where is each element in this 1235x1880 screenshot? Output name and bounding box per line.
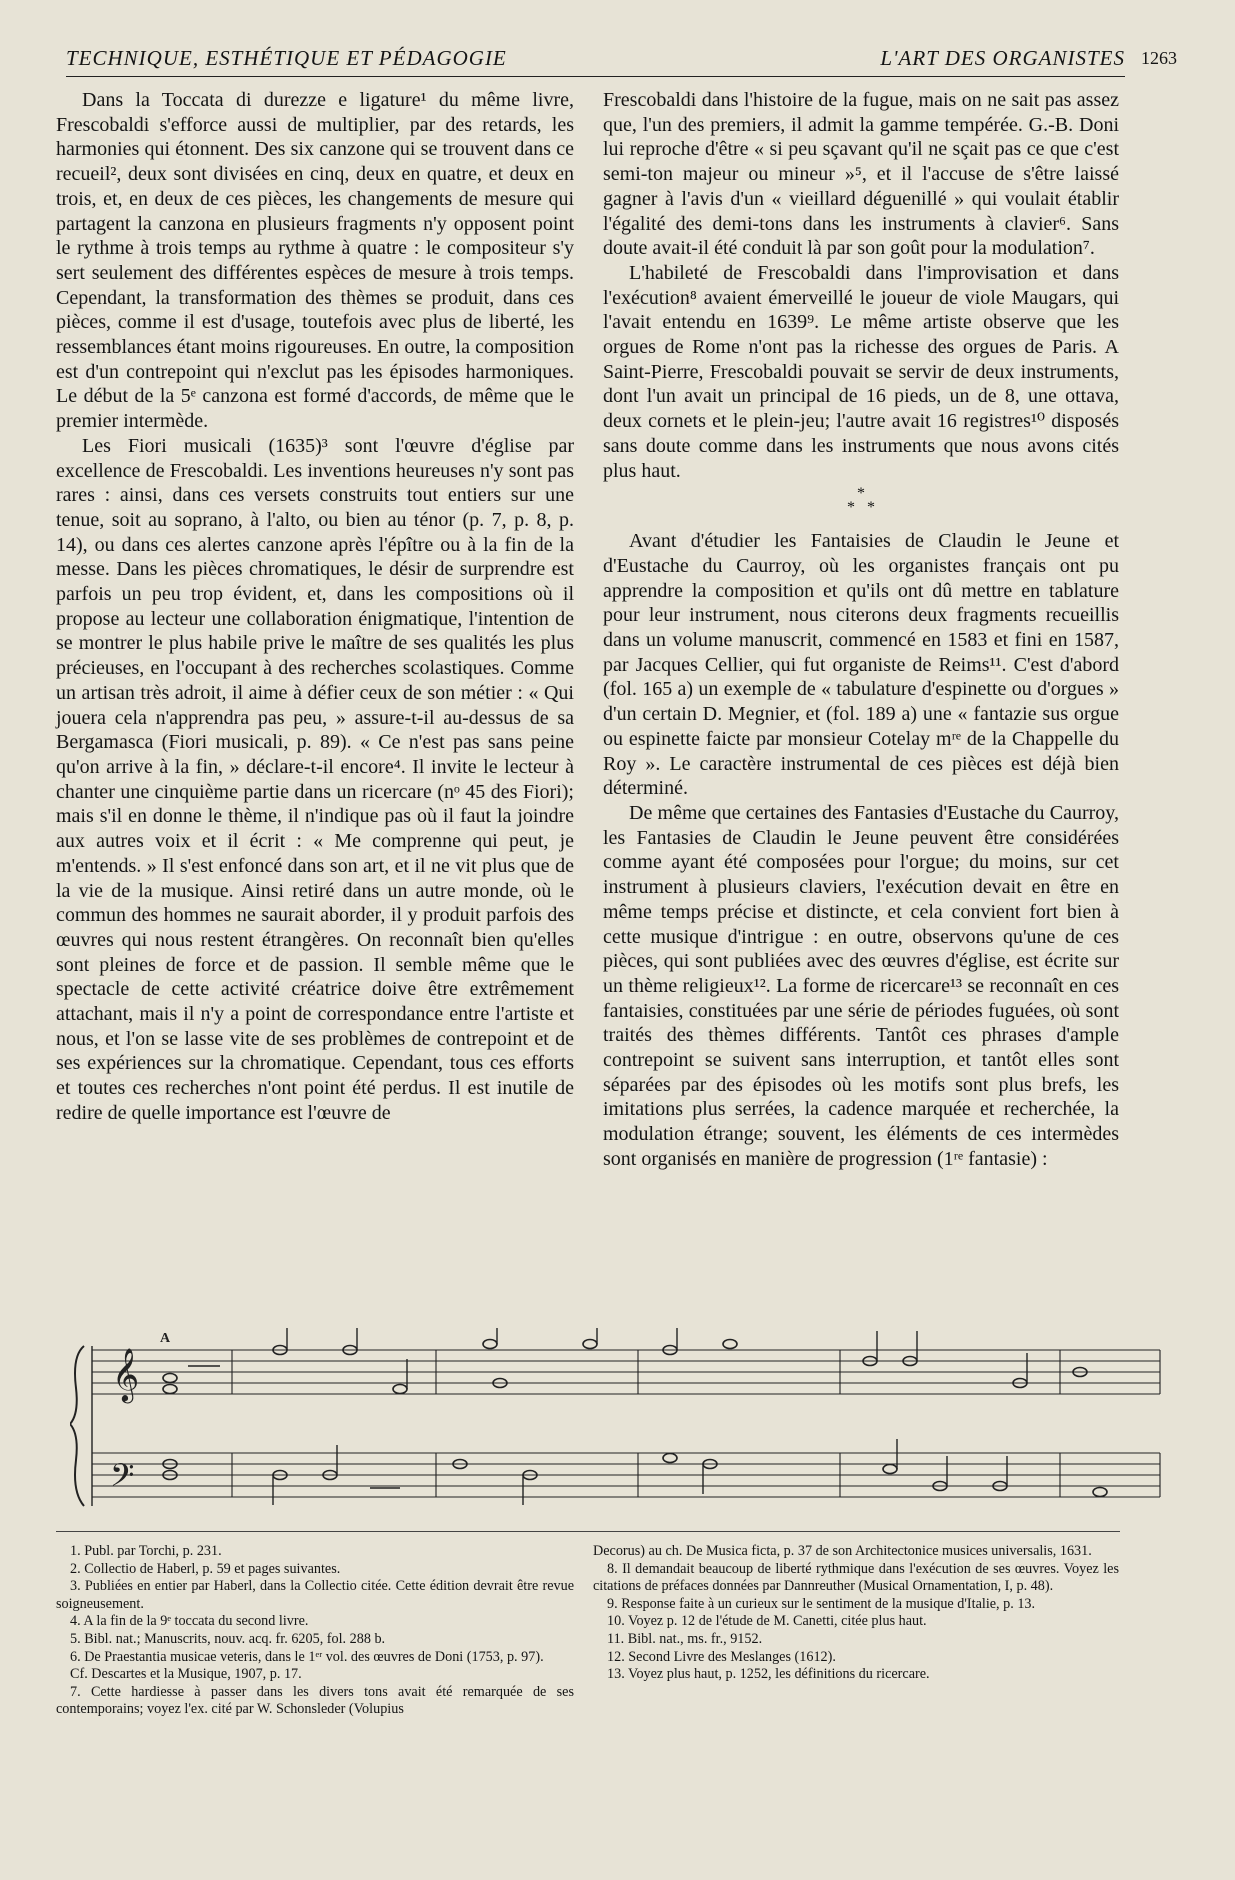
footnote-6: 6. De Praestantia musicae veteris, dans le 1ᵉʳ vol. des œuvres de Doni (1753, p. 97).: [70, 1648, 544, 1665]
footnote-rule: [56, 1531, 1120, 1532]
footnote-8: 8. Il demandait beaucoup de liberté rythmique dans l'exécution de ses œuvres. Voyez les citations de préfaces données par Dannreuther (Musical Ornamentation, I, p. 48).: [593, 1560, 1119, 1595]
music-example: [70, 1328, 1170, 1521]
paragraph-frescobaldi-fugue: Frescobaldi dans l'histoire de la fugue, mais on ne sait pas assez que, l'un des premiers, il admit la gamme tempérée. G.-B. Doni lui reproche d'être « si peu sçavant qu'il ne sçait pas ce que c'est semi-ton majeur ou mineur »⁵, et il l'accuse de s'être laissé gagner à l'avis d'un « vieillard déguenillé » qui voulait établir l'égalité des demi-tons dans les instruments à clavier⁶. Sans doute avait-il été conduit là par son goût pour la modulation⁷.: [603, 89, 1119, 260]
footnote-2: 2. Collectio de Haberl, p. 59 et pages suivantes.: [70, 1560, 341, 1577]
footnote-4: 4. A la fin de la 9ᵉ toccata du second livre.: [70, 1613, 309, 1630]
footnote-12: 12. Second Livre des Meslanges (1612).: [607, 1648, 836, 1665]
footnote-11: 11. Bibl. nat., ms. fr., 9152.: [607, 1630, 763, 1647]
svg-text:𝄞: 𝄞: [112, 1347, 140, 1401]
footnote-3: 3. Publiées en entier par Haberl, dans la Collectio citée. Cette édition devrait être revue soigneusement.: [56, 1578, 574, 1612]
running-header: [66, 46, 1177, 77]
left-column: [56, 88, 574, 1126]
footnote-7: 7. Cette hardiesse à passer dans les divers tons avait été remarquée de ses contemporains; voyez l'ex. cité par W. Schonsleder (Volupius: [56, 1683, 574, 1718]
paragraph-improvisation: L'habileté de Frescobaldi dans l'improvisation et dans l'exécution⁸ avaient émerveillé le joueur de viole Maugars, qui l'avait entendu en 1639⁹. Le même artiste observe que les orgues de Rome n'ont pas la richesse des orgues de Paris. A Saint-Pierre, Frescobaldi pouvait se servir de deux instruments, dont l'un avait un principal de 16 pieds, un de 8, une ottava, deux cornets et le plein-jeu; l'autre avait 16 registres¹⁰ disposés sans doute comme dans les instruments que nous avons cités plus haut.: [603, 261, 1119, 482]
section-separator: * * *: [847, 485, 875, 517]
footnote-13: 13. Voyez plus haut, p. 1252, les définitions du ricercare.: [607, 1666, 930, 1683]
footnotes-right: [593, 1543, 1119, 1684]
footnote-7-cont: Decorus) au ch. De Musica ficta, p. 37 de son Architectonice musices universalis, 1631.: [593, 1543, 1092, 1559]
footnote-1: 1. Publ. par Torchi, p. 231.: [70, 1543, 222, 1559]
paragraph-fiori-musicali: Les Fiori musicali (1635)³ sont l'œuvre d'église par excellence de Frescobaldi. Les inventions heureuses n'y sont pas rares : ainsi, dans ces versets construits tout entiers sur une tenue, soit au soprano, à l'alto, ou bien au ténor (p. 7, p. 8, p. 14), ou dans ces alertes canzone après l'épître ou à la fin de la messe. Dans les pièces chromatiques, le désir de surprendre est parfois un peu trop évident, et, dans les compositions où il propose au lecteur une collaboration énigmatique, l'intention de se montrer le plus habile prive le maître de ses qualités les plus précieuses, en l'occupant à des recherches scolastiques. Comme un artisan très adroit, il aime à défier ceux de son métier : « Qui jouera cela n'apprendra pas peu, » assure-t-il au-dessus de sa Bergamasca (Fiori musicali, p. 89). « Ce n'est pas sans peine qu'on arrive à la fin, » déclare-t-il encore⁴. Il invite le lecteur à chanter une cinquième partie dans un ricercare (nᵒ 45 des Fiori); mais s'il en donne le thème, il n'indique pas où il faut la joindre aux autres voix et il écrit : « Me comprenne qui peut, je m'entends. » Il s'est enfoncé dans son art, et il ne vit plus que de la vie de la musique. Ainsi retiré dans un autre monde, où le commun des hommes ne saurait aborder, il y produit parfois des œuvres qui nous restent étrangères. On reconnaît bien qu'elles sont pleines de force et de passion. Il semble même que le spectacle de cette activité créatrice doive être extrêmement attachant, mais il n'y a point de correspondance entre l'artiste et nous, et l'on se lasse vite de ses problèmes de contrepoint et de ses expériences sur la chromatique. Cependant, tous ces efforts et toutes ces recherches n'ont point été perdus. Il est inutile de redire de quelle importance est l'œuvre de: [56, 434, 574, 1124]
header-right-title: L'ART DES ORGANISTES: [880, 46, 1125, 70]
header-left-title: TECHNIQUE, ESTHÉTIQUE ET PÉDAGOGIE: [66, 46, 507, 70]
footnote-6-cf: Cf. Descartes et la Musique, 1907, p. 17.: [70, 1666, 302, 1683]
music-rehearsal-mark: A: [160, 1331, 171, 1346]
paragraph-fantaisies: Avant d'étudier les Fantaisies de Claudin le Jeune et d'Eustache du Caurroy, où les organistes français ont pu apprendre la composition et qu'ils ont dû mettre en tablature pour leur instrument, nous citerons deux fragments recueillis dans un volume manuscrit, commencé en 1583 et fini en 1587, par Jacques Cellier, qui fut organiste de Reims¹¹. C'est d'abord (fol. 165 a) un exemple de « tabulature d'espinette ou d'orgues » d'un certain D. Megnier, et (fol. 189 a) une « fantazie sus orgue ou espinette faicte par monsieur Cotelay mʳᵉ de la Chappelle du Roy ». Le caractère instrumental de ces pièces est déjà bien déterminé.: [603, 530, 1119, 800]
page-number: 1263: [1141, 48, 1177, 68]
footnotes-left: [56, 1543, 574, 1719]
footnote-5: 5. Bibl. nat.; Manuscrits, nouv. acq. fr. 6205, fol. 288 b.: [70, 1630, 386, 1647]
paragraph-claudin-le-jeune: De même que certaines des Fantasies d'Eustache du Caurroy, les Fantasies de Claudin le Jeune peuvent être considérées comme ayant été composées pour l'orgue; du moins, sur cet instrument à plusieurs claviers, l'exécution devait en être en même temps précise et distincte, et cela convient fort bien à cette musique d'intrigue : en outre, observons qu'une de ces pièces, qui sont publiées avec des œuvres d'église, est écrite sur un thème religieux¹². La forme de ricercare¹³ se reconnaît en ces fantaisies, constituées par une série de périodes fuguées, où sont traités des thèmes différents. Tantôt ces phrases d'ample contrepoint se suivent sans interruption, et tantôt elles sont séparées par des épisodes où les motifs sont plus brefs, les imitations plus serrées, la cadence marquée et recherchée, la modulation étrange; souvent, les éléments de ces intermèdes sont organisés en manière de progression (1ʳᵉ fantasie) :: [603, 801, 1119, 1170]
footnote-10: 10. Voyez p. 12 de l'étude de M. Canetti, citée plus haut.: [607, 1613, 927, 1630]
right-column: [603, 88, 1119, 1172]
svg-text:𝄢: 𝄢: [110, 1457, 135, 1501]
paragraph-toccata: Dans la Toccata di durezze e ligature¹ du même livre, Frescobaldi s'efforce aussi de multiplier, par des retards, les harmonies qui étonnent. Des six canzone qui se trouvent dans ce recueil², deux sont divisées en cinq, deux en quatre, et deux en trois, et, en deux de ces pièces, les changements de mesure qui partagent la canzona en plusieurs fragments n'y opposent point le rythme à trois temps au rythme à quatre : le compositeur s'y sert seulement des différentes espèces de mesure à trois temps. Cependant, la transformation des thèmes se produit, dans ces pièces, comme il est d'usage, toutefois avec plus de liberté, les ressemblances étant moins rigoureuses. En outre, la composition est d'un contrepoint qui n'exclut pas les épisodes harmoniques. Le début de la 5ᵉ canzona est formé d'accords, de même que le premier intermède.: [56, 89, 574, 433]
footnote-9: 9. Response faite à un curieux sur le sentiment de la musique d'Italie, p. 13.: [607, 1595, 1036, 1612]
